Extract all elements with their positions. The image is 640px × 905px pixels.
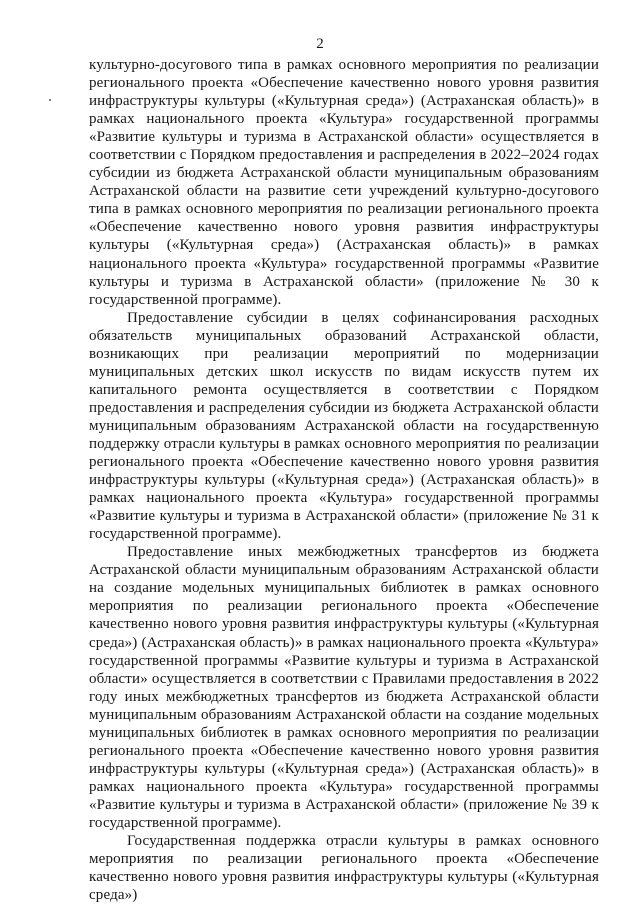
scan-speck <box>49 99 51 101</box>
document-body <box>89 56 599 904</box>
paragraph-state-support: Государственная поддержка отрасли культуры в рамках основного мероприятия по реализации регионального проекта «Обеспечение качественно нового уровня развития инфраструктуры культуры («Культурная среда») <box>89 833 599 904</box>
paragraph-model-libraries: Предоставление иных межбюджетных трансфертов из бюджета Астраханской области муниципальным образованиям Астраханской области на создание модельных муниципальных библиотек в рамках основного мероприятия по реализации регионального проекта «Обеспечение качественно нового уровня развития инфраструктуры культуры («Культурная среда») (Астраханская область)» в рамках национального проекта «Культура» государственной программы «Развитие культуры и туризма в Астраханской области» осуществляется в соответствии с Правилами предоставления в 2022 году иных межбюджетных трансфертов из бюджета Астраханской области муниципальным образованиям Астраханской области на создание модельных муниципальных библиотек в рамках основного мероприятия по реализации регионального проекта «Обеспечение качественно нового уровня развития инфраструктуры культуры («Культурная среда») (Астраханская область)» в рамках национального проекта «Культура» государственной программы «Развитие культуры и туризма в Астраханской области» (приложение № 39 к государственной программе). <box>89 544 599 831</box>
paragraph-subsidy-art-schools: Предоставление субсидии в целях софинансирования расходных обязательств муниципальных образований Астраханской области, возникающих при реализации мероприятий по модернизации муниципальных детских школ искусств по видам искусств путем их капитального ремонта осуществляется в соответствии с Порядком предоставления и распределения субсидии из бюджета Астраханской области муниципальным образованиям Астраханской области на государственную поддержку отрасли культуры в рамках основного мероприятия по реализации регионального проекта «Обеспечение качественно нового уровня развития инфраструктуры культуры («Культурная среда») (Астраханская область)» в рамках национального проекта «Культура» государственной программы «Развитие культуры и туризма в Астраханской области» (приложение № 31 к государственной программе). <box>89 309 599 543</box>
paragraph-continued: культурно-досугового типа в рамках основного мероприятия по реализации регионального проекта «Обеспечение качественно нового уровня развития инфраструктуры культуры («Культурная среда») (Астраханская область)» в рамках национального проекта «Культура» государственной программы «Развитие культуры и туризма в Астраханской области» осуществляется в соответствии с Порядком предоставления и распределения в 2022–2024 годах субсидии из бюджета Астраханской области муниципальным образованиям Астраханской области на развитие сети учреждений культурно-досугового типа в рамках основного мероприятия по реализации регионального проекта «Обеспечение качественно нового уровня развития инфраструктуры культуры («Культурная среда») (Астраханская область)» в рамках национального проекта «Культура» государственной программы «Развитие культуры и туризма в Астраханской области» (приложение № 30 к государственной программе). <box>89 57 599 308</box>
page-number: 2 <box>316 36 324 52</box>
